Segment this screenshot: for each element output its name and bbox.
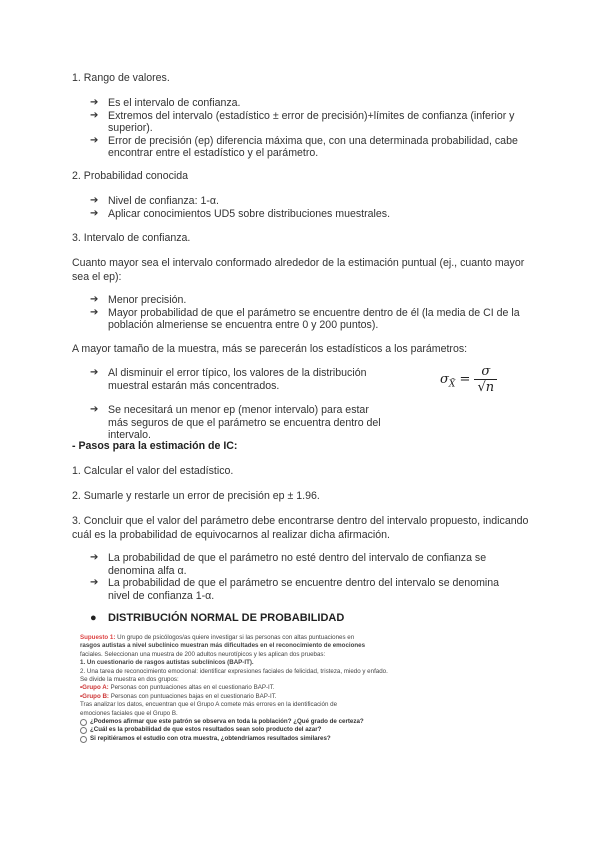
arrow-right-icon: ➔: [90, 577, 99, 588]
list-item: ➔ Mayor probabilidad de que el parámetro se encuentre dentro de él (la media de CI de la población almeriense se encuentra entre 0 y 200 puntos).: [90, 306, 520, 331]
arrow-right-icon: ➔: [90, 367, 99, 378]
list-item: ➔ Nivel de confianza: 1-α.: [90, 195, 219, 207]
case-study-excerpt: Supuesto 1: Un grupo de psicólogos/as quiere investigar si las personas con altas puntuaciones en rasgos autistas a nivel subclínico muestran más dificultades en el reconocimiento de emociones faciales. Seleccionan una muestra de 200 adultos neurotípicos y les aplican dos pruebas: 1. Un cuestionario de rasgos autistas subclínicos (BAP-IT). 2. Una tarea de reconocimiento emocional: identificar expresiones faciales de felicidad, tristeza, miedo y enfado. Se divide la muestra en dos grupos: •Grupo A: Personas con puntuaciones altas en el cuestionario BAP-IT. •Grupo B: Personas con puntuaciones bajas en el cuestionario BAP-IT. Tras analizar los datos, encuentran que el Grupo A comete más errores en la identificación de emociones faciales que el Grupo B. ¿Podemos afirmar que este patrón se observa en toda la población? ¿Qué grado de certeza? ¿Cuál es la probabilidad de que estos resultados sean solo producto del azar? Si repitiéramos el estudio con otra muestra, ¿obtendríamos resultados similares?: [80, 634, 440, 743]
standard-error-formula: $\sigma_{X̄}$ = $\frac{\sigma}{√n}$: [440, 364, 497, 395]
section-1-list: [90, 97, 530, 160]
step-2: 2. Sumarle y restarle un error de precisión ep ± 1.96.: [72, 490, 320, 502]
interval-size-list: [90, 294, 530, 332]
question-item: ¿Cuál es la probabilidad de que estos resultados sean solo producto del azar?: [80, 726, 440, 734]
radio-circle-icon: [80, 736, 87, 743]
list-item: ➔ Menor precisión.: [90, 294, 187, 306]
arrow-right-icon: ➔: [90, 306, 99, 318]
list-item: ➔ La probabilidad de que el parámetro se encuentre dentro del intervalo se denomina nivel de confianza 1-α.: [90, 577, 500, 602]
paragraph-interval-size: Cuanto mayor sea el intervalo conformado alrededor de la estimación puntual (ej., cuanto mayor sea el ep):: [72, 257, 525, 283]
arrow-right-icon: ➔: [90, 207, 99, 219]
section-1-title: 1. Rango de valores.: [72, 72, 170, 84]
arrow-right-icon: ➔: [90, 109, 99, 121]
section-3-title: 3. Intervalo de confianza.: [72, 232, 191, 244]
question-item: Si repitiéramos el estudio con otra muestra, ¿obtendríamos resultados similares?: [80, 735, 440, 743]
arrow-right-icon: ➔: [90, 294, 99, 305]
list-item: ➔ Error de precisión (ep) diferencia máxima que, con una determinada probabilidad, cabe encontrar entre el estadístico y el parámetro.: [90, 134, 518, 159]
arrow-right-icon: ➔: [90, 97, 99, 108]
list-item: ➔ Aplicar conocimientos UD5 sobre distribuciones muestrales.: [90, 207, 391, 220]
list-item: ➔ La probabilidad de que el parámetro no esté dentro del intervalo de confianza se denomina alfa α.: [90, 552, 487, 577]
arrow-right-icon: ➔: [90, 404, 99, 415]
normal-distribution-heading: ● DISTRIBUCIÓN NORMAL DE PROBABILIDAD: [90, 612, 345, 624]
step-1: 1. Calcular el valor del estadístico.: [72, 465, 234, 477]
arrow-right-icon: ➔: [90, 195, 99, 206]
radio-circle-icon: [80, 727, 87, 734]
paragraph-sample-size: A mayor tamaño de la muestra, más se parecerán los estadísticos a los parámetros:: [72, 343, 468, 355]
section-2-title: 2. Probabilidad conocida: [72, 170, 189, 182]
list-item: ➔ Se necesitará un menor ep (menor intervalo) para estar más seguros de que el parámetro se encuentra dentro del intervalo.: [90, 404, 381, 441]
arrow-right-icon: ➔: [90, 134, 99, 146]
list-item: ➔ Al disminuir el error típico, los valores de la distribución muestral estarán más concentrados.: [90, 367, 367, 392]
radio-circle-icon: [80, 719, 87, 726]
question-item: ¿Podemos afirmar que este patrón se observa en toda la población? ¿Qué grado de certeza?: [80, 718, 440, 726]
list-item: ➔ Es el intervalo de confianza.: [90, 97, 241, 109]
case-title: Supuesto 1:: [80, 634, 116, 641]
list-item: ➔ Extremos del intervalo (estadístico ± error de precisión)+límites de confianza (inferior y superior).: [90, 109, 515, 134]
arrow-right-icon: ➔: [90, 552, 99, 563]
bullet-icon: ●: [90, 612, 97, 624]
sample-size-list: [90, 367, 390, 442]
step-3: 3. Concluir que el valor del parámetro debe encontrarse dentro del intervalo propuesto, indicando cuál es la probabilidad de equivocarnos al realizar dicha afirmación.: [72, 515, 529, 541]
section-2-list: [90, 195, 530, 220]
step-3-list: [90, 552, 515, 602]
steps-heading: - Pasos para la estimación de IC:: [72, 440, 238, 452]
